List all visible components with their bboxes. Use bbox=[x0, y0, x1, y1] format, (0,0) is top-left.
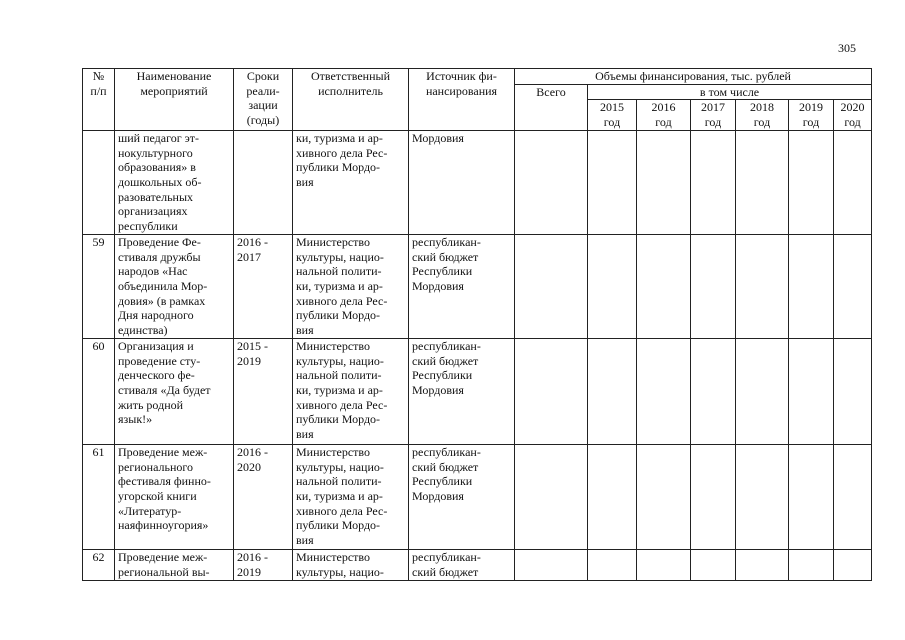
page-number: 305 bbox=[838, 41, 856, 55]
row-2018 bbox=[736, 339, 789, 445]
header-source: Источник фи- нансирования bbox=[409, 69, 515, 131]
row-total bbox=[515, 235, 588, 339]
row-2018 bbox=[736, 445, 789, 550]
header-year-2018: 2018 год bbox=[736, 100, 789, 131]
row-2017 bbox=[691, 339, 736, 445]
row-responsible: Министерство культуры, нацио- нальной полити- ки, туризма и ар- хивного дела Рес- публики Мордо- вия bbox=[293, 445, 409, 550]
row-num: 60 bbox=[83, 339, 115, 445]
header-year-2019: 2019 год bbox=[789, 100, 834, 131]
row-2020 bbox=[834, 550, 872, 581]
table-row bbox=[83, 550, 872, 581]
row-num: 61 bbox=[83, 445, 115, 550]
row-total bbox=[515, 339, 588, 445]
header-year-2017: 2017 год bbox=[691, 100, 736, 131]
row-period: 2015 - 2019 bbox=[234, 339, 293, 445]
row-2020 bbox=[834, 445, 872, 550]
row-2019 bbox=[789, 131, 834, 235]
row-name: Проведение меж- региональной вы- bbox=[115, 550, 234, 581]
row-2018 bbox=[736, 131, 789, 235]
row-2017 bbox=[691, 445, 736, 550]
row-2015 bbox=[588, 235, 637, 339]
row-2015 bbox=[588, 131, 637, 235]
row-name: ший педагог эт- нокультурного образования» в дошкольных об- разовательных организациях республики bbox=[115, 131, 234, 235]
row-2015 bbox=[588, 339, 637, 445]
table-row bbox=[83, 235, 872, 339]
row-2018 bbox=[736, 550, 789, 581]
row-2016 bbox=[637, 235, 691, 339]
header-period: Сроки реали- зации (годы) bbox=[234, 69, 293, 131]
financing-table bbox=[82, 68, 872, 581]
row-name: Проведение меж- регионального фестиваля финно- угорской книги «Литератур- наяфинноугория» bbox=[115, 445, 234, 550]
header-num: № п/п bbox=[83, 69, 115, 131]
row-2020 bbox=[834, 235, 872, 339]
row-responsible: Министерство культуры, нацио- bbox=[293, 550, 409, 581]
row-period bbox=[234, 131, 293, 235]
row-2018 bbox=[736, 235, 789, 339]
row-total bbox=[515, 445, 588, 550]
row-period: 2016 - 2017 bbox=[234, 235, 293, 339]
row-source: республикан- ский бюджет bbox=[409, 550, 515, 581]
row-source: Мордовия bbox=[409, 131, 515, 235]
row-responsible: ки, туризма и ар- хивного дела Рес- публики Мордо- вия bbox=[293, 131, 409, 235]
table-row bbox=[83, 445, 872, 550]
row-source: республикан- ский бюджет Республики Мордовия bbox=[409, 235, 515, 339]
row-2020 bbox=[834, 131, 872, 235]
row-2015 bbox=[588, 445, 637, 550]
row-2017 bbox=[691, 550, 736, 581]
row-total bbox=[515, 131, 588, 235]
row-2016 bbox=[637, 131, 691, 235]
row-responsible: Министерство культуры, нацио- нальной полити- ки, туризма и ар- хивного дела Рес- публики Мордо- вия bbox=[293, 235, 409, 339]
row-total bbox=[515, 550, 588, 581]
row-2016 bbox=[637, 339, 691, 445]
row-name: Организация и проведение сту- денческого фе- стиваля «Да будет жить родной язык!» bbox=[115, 339, 234, 445]
row-2016 bbox=[637, 550, 691, 581]
row-2019 bbox=[789, 550, 834, 581]
row-responsible: Министерство культуры, нацио- нальной полити- ки, туризма и ар- хивного дела Рес- публики Мордо- вия bbox=[293, 339, 409, 445]
row-2019 bbox=[789, 235, 834, 339]
row-num: 59 bbox=[83, 235, 115, 339]
header-funding: Объемы финансирования, тыс. рублей bbox=[515, 69, 872, 85]
row-2017 bbox=[691, 131, 736, 235]
row-2019 bbox=[789, 339, 834, 445]
row-2015 bbox=[588, 550, 637, 581]
table-row bbox=[83, 339, 872, 445]
row-2019 bbox=[789, 445, 834, 550]
row-num bbox=[83, 131, 115, 235]
table-row bbox=[83, 131, 872, 235]
row-2020 bbox=[834, 339, 872, 445]
row-source: республикан- ский бюджет Республики Мордовия bbox=[409, 339, 515, 445]
header-name: Наименование мероприятий bbox=[115, 69, 234, 131]
header-responsible: Ответственный исполнитель bbox=[293, 69, 409, 131]
row-period: 2016 - 2019 bbox=[234, 550, 293, 581]
row-source: республикан- ский бюджет Республики Мордовия bbox=[409, 445, 515, 550]
header-including: в том числе bbox=[588, 84, 872, 100]
header-year-2016: 2016 год bbox=[637, 100, 691, 131]
row-period: 2016 - 2020 bbox=[234, 445, 293, 550]
row-2017 bbox=[691, 235, 736, 339]
header-total: Всего bbox=[515, 84, 588, 131]
header-year-2020: 2020 год bbox=[834, 100, 872, 131]
header-year-2015: 2015 год bbox=[588, 100, 637, 131]
row-name: Проведение Фе- стиваля дружбы народов «Нас объединила Мор- довия» (в рамках Дня народного единства) bbox=[115, 235, 234, 339]
row-2016 bbox=[637, 445, 691, 550]
row-num: 62 bbox=[83, 550, 115, 581]
